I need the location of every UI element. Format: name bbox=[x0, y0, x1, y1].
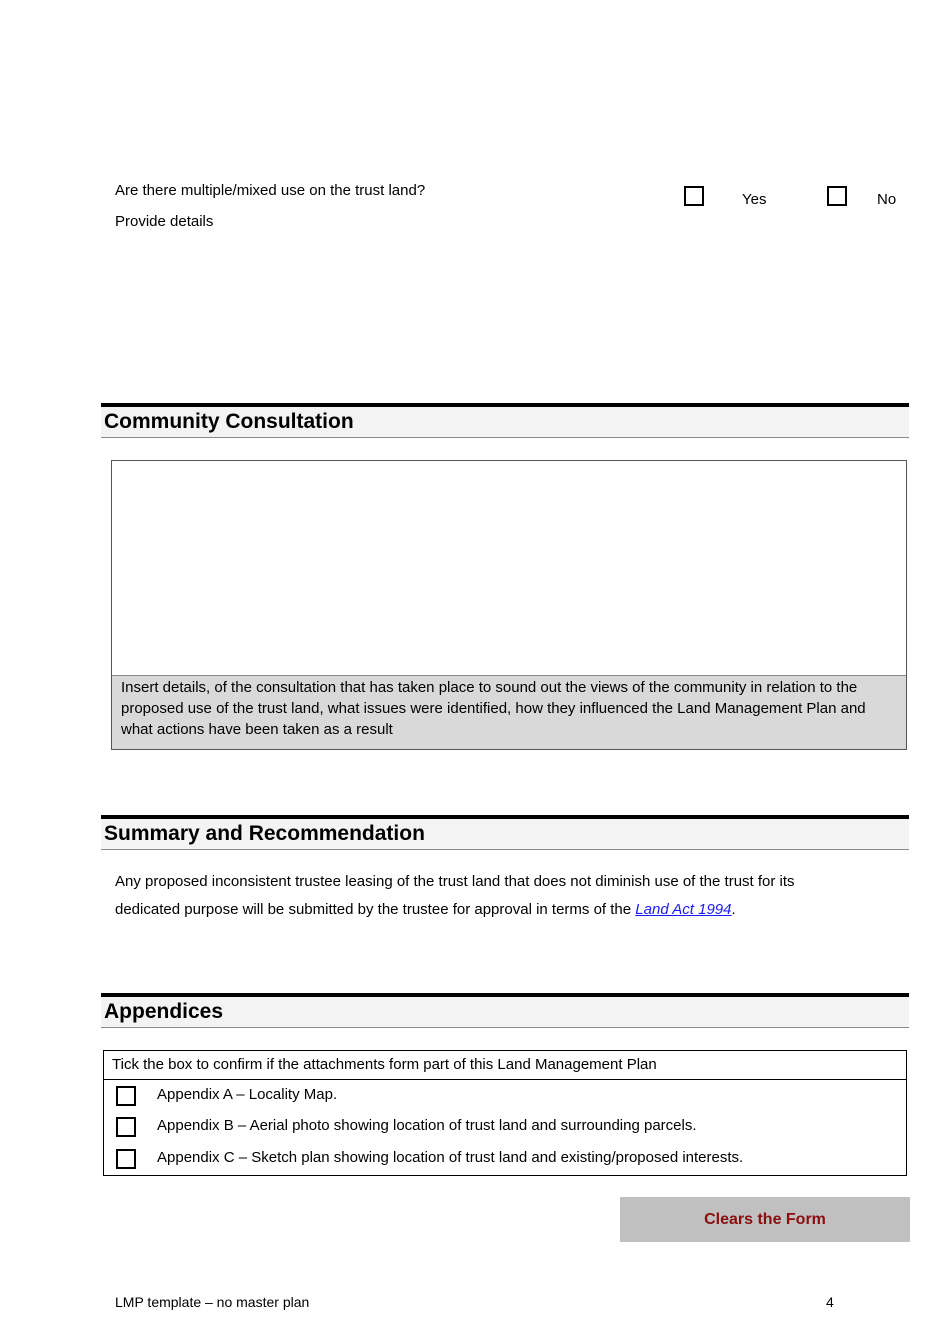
summary-heading: Summary and Recommendation bbox=[104, 822, 425, 845]
appendix-b-checkbox[interactable] bbox=[116, 1117, 136, 1137]
appendices-header bbox=[101, 993, 909, 1028]
yes-checkbox[interactable] bbox=[684, 186, 704, 206]
appendix-c-checkbox[interactable] bbox=[116, 1149, 136, 1169]
appendices-instruction: Tick the box to confirm if the attachments form part of this Land Management Plan bbox=[112, 1056, 657, 1073]
community-consultation-header bbox=[101, 403, 909, 438]
summary-text-end: . bbox=[731, 900, 736, 918]
clear-form-button[interactable]: Clears the Form bbox=[620, 1197, 910, 1242]
appendix-c-label: Appendix C – Sketch plan showing location of trust land and existing/proposed interests. bbox=[157, 1149, 744, 1166]
consultation-box bbox=[111, 460, 907, 750]
provide-details-label: Provide details bbox=[115, 213, 214, 230]
appendices-heading: Appendices bbox=[104, 1000, 224, 1023]
footer-page-number: 4 bbox=[826, 1294, 834, 1310]
appendix-a-checkbox[interactable] bbox=[116, 1086, 136, 1106]
land-act-link[interactable]: Land Act 1994 bbox=[635, 900, 732, 918]
appendices-instruction-row bbox=[104, 1051, 906, 1080]
no-checkbox[interactable] bbox=[827, 186, 847, 206]
summary-paragraph bbox=[115, 868, 805, 923]
yes-label: Yes bbox=[742, 191, 767, 208]
summary-text: Any proposed inconsistent trustee leasing of the trust land that does not diminish use of the trust for its dedicated purpose will be submitted by the trustee for approval in terms of the bbox=[115, 873, 795, 918]
summary-header bbox=[101, 815, 909, 850]
mixed-use-question: Are there multiple/mixed use on the trust land? bbox=[115, 182, 426, 199]
appendix-b-label: Appendix B – Aerial photo showing location of trust land and surrounding parcels. bbox=[157, 1117, 697, 1134]
consultation-details-field[interactable] bbox=[112, 461, 906, 675]
community-consultation-heading: Community Consultation bbox=[104, 410, 354, 433]
consultation-hint: Insert details, of the consultation that has taken place to sound out the views of the community in relation to the proposed use of the trust land, what issues were identified, how they influenced the Land Management Plan and what actions have been taken as a result bbox=[112, 675, 906, 749]
appendix-a-label: Appendix A – Locality Map. bbox=[157, 1086, 338, 1103]
appendices-table bbox=[103, 1050, 907, 1176]
mixed-use-details-field[interactable] bbox=[115, 236, 905, 386]
no-label: No bbox=[877, 191, 897, 208]
footer-template-name: LMP template – no master plan bbox=[115, 1294, 310, 1310]
